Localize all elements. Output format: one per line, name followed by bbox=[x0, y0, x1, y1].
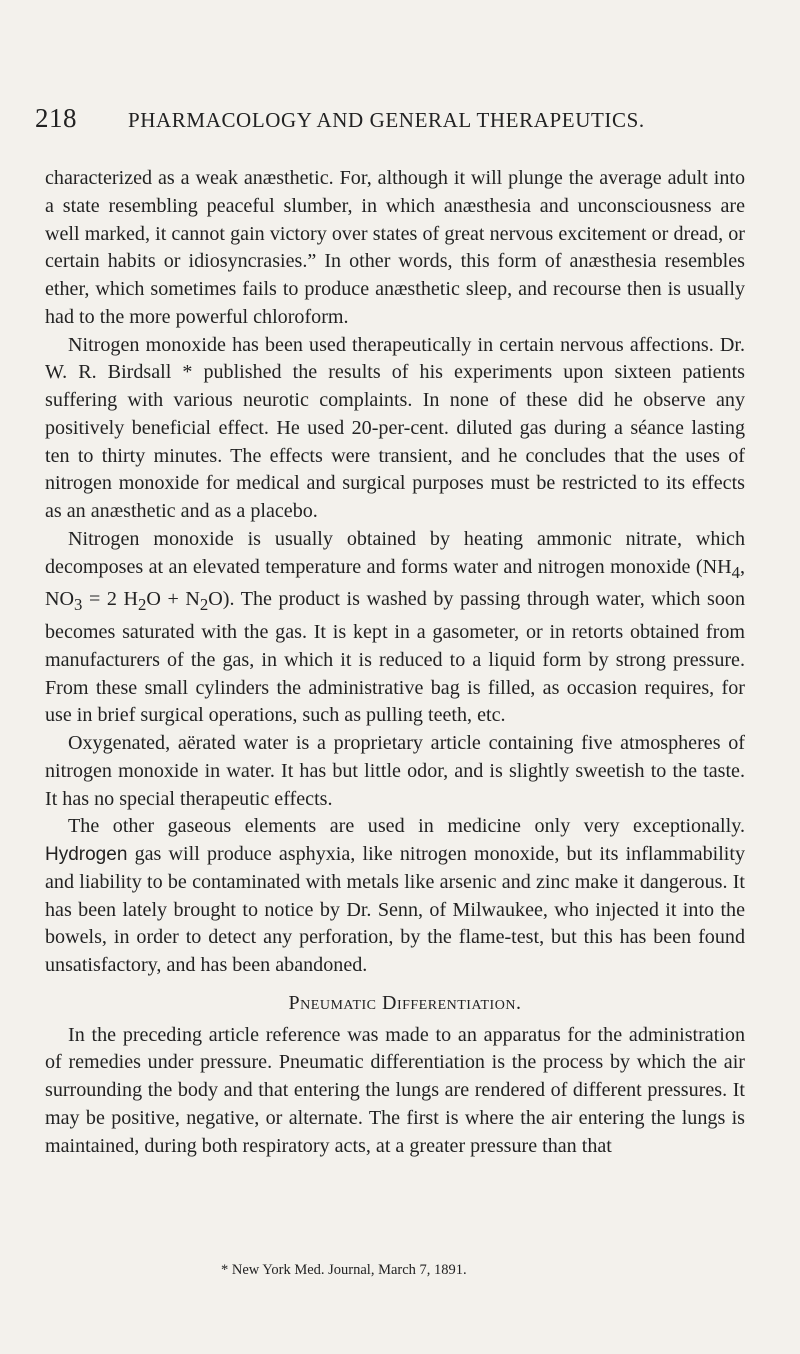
paragraph-5 bbox=[45, 813, 745, 980]
running-title: PHARMACOLOGY AND GENERAL THERAPEUTICS. bbox=[128, 108, 645, 132]
paragraph-3-part-c: = 2 H bbox=[82, 588, 139, 611]
hydrogen-term: Hydrogen bbox=[45, 844, 128, 866]
subscript-3: 3 bbox=[74, 595, 83, 615]
paragraph-5-part-b: gas will produce asphyxia, like nitrogen monoxide, but its inflammability and liability to be contaminated with metals like arsenic and zinc make it dangerous. It has been lately brought to notice by Dr. Senn, of Milwaukee, who injected it into the bowels, in order to detect any perforation, by the flame-test, but this has been found unsatisfactory, and has been abandoned. bbox=[45, 843, 745, 977]
subscript-4: 4 bbox=[731, 562, 740, 582]
paragraph-2: Nitrogen monoxide has been used therapeutically in certain nervous affections. Dr. W. R. Birdsall * published the results of his experiments upon sixteen patients suffering with various neurotic complaints. In none of these did he observe any positively beneficial effect. He used 20-per-cent. diluted gas during a séance lasting ten to thirty minutes. The effects were transient, and he concludes that the uses of nitrogen monoxide for medical and surgical purposes must be restricted to its effects as an anæsthetic and as a placebo. bbox=[45, 333, 745, 522]
section-title: Pneumatic Differentiation. bbox=[288, 991, 522, 1014]
paragraph-3 bbox=[45, 526, 745, 730]
footnote: * New York Med. Journal, March 7, 1891. bbox=[221, 1262, 467, 1278]
paragraph-3-part-e: O). The product is washed by passing through water, which soon becomes saturated with the gas. It is kept in a gasometer, or in retorts obtained from manufacturers of the gas, in which it is reduced to a liquid form by strong pressure. From these small cylinders the administrative bag is filled, as occasion requires, for use in brief surgical operations, such as pulling teeth, etc. bbox=[45, 588, 745, 727]
body-text bbox=[45, 165, 745, 1160]
subscript-2b: 2 bbox=[199, 595, 209, 615]
page-header bbox=[35, 100, 745, 140]
paragraph-3-part-a: Nitrogen monoxide is usually obtained by heating ammonic nitrate, which decomposes at an elevated temperature and forms water and nitrogen monoxide (NH bbox=[45, 527, 745, 578]
paragraph-1: characterized as a weak anæsthetic. For, although it will plunge the average adult into a state resembling peaceful slumber, in which anæsthesia and unconsciousness are well marked, it cannot gain victory over states of great nervous excitement or dread, or certain habits or idiosyncrasies.” In other words, this form of anæsthesia resembles ether, which sometimes fails to produce anæsthetic sleep, and recourse then is usually had to the more powerful chloroform. bbox=[45, 167, 745, 328]
page-number: 218 bbox=[35, 103, 77, 133]
paragraph-3-part-d: O + N bbox=[146, 588, 200, 611]
paragraph-5-part-a: The other gaseous elements are used in medicine only very exceptionally. bbox=[68, 815, 745, 838]
subscript-2a: 2 bbox=[138, 595, 147, 615]
paragraph-4: Oxygenated, aërated water is a proprietary article containing five atmospheres of nitrogen monoxide in water. It has but little odor, and is slightly sweetish to the taste. It has no special therapeutic effects. bbox=[45, 732, 745, 810]
paragraph-3-part-b: , NO bbox=[45, 555, 745, 611]
paragraph-6: In the preceding article reference was made to an apparatus for the administration of remedies under pressure. Pneumatic differentiation is the process by which the air surrounding the body and that entering the lungs are rendered of different pressures. It may be positive, negative, or alternate. The first is where the air entering the lungs is maintained, during both respiratory acts, at a greater pressure than that bbox=[45, 1023, 745, 1157]
